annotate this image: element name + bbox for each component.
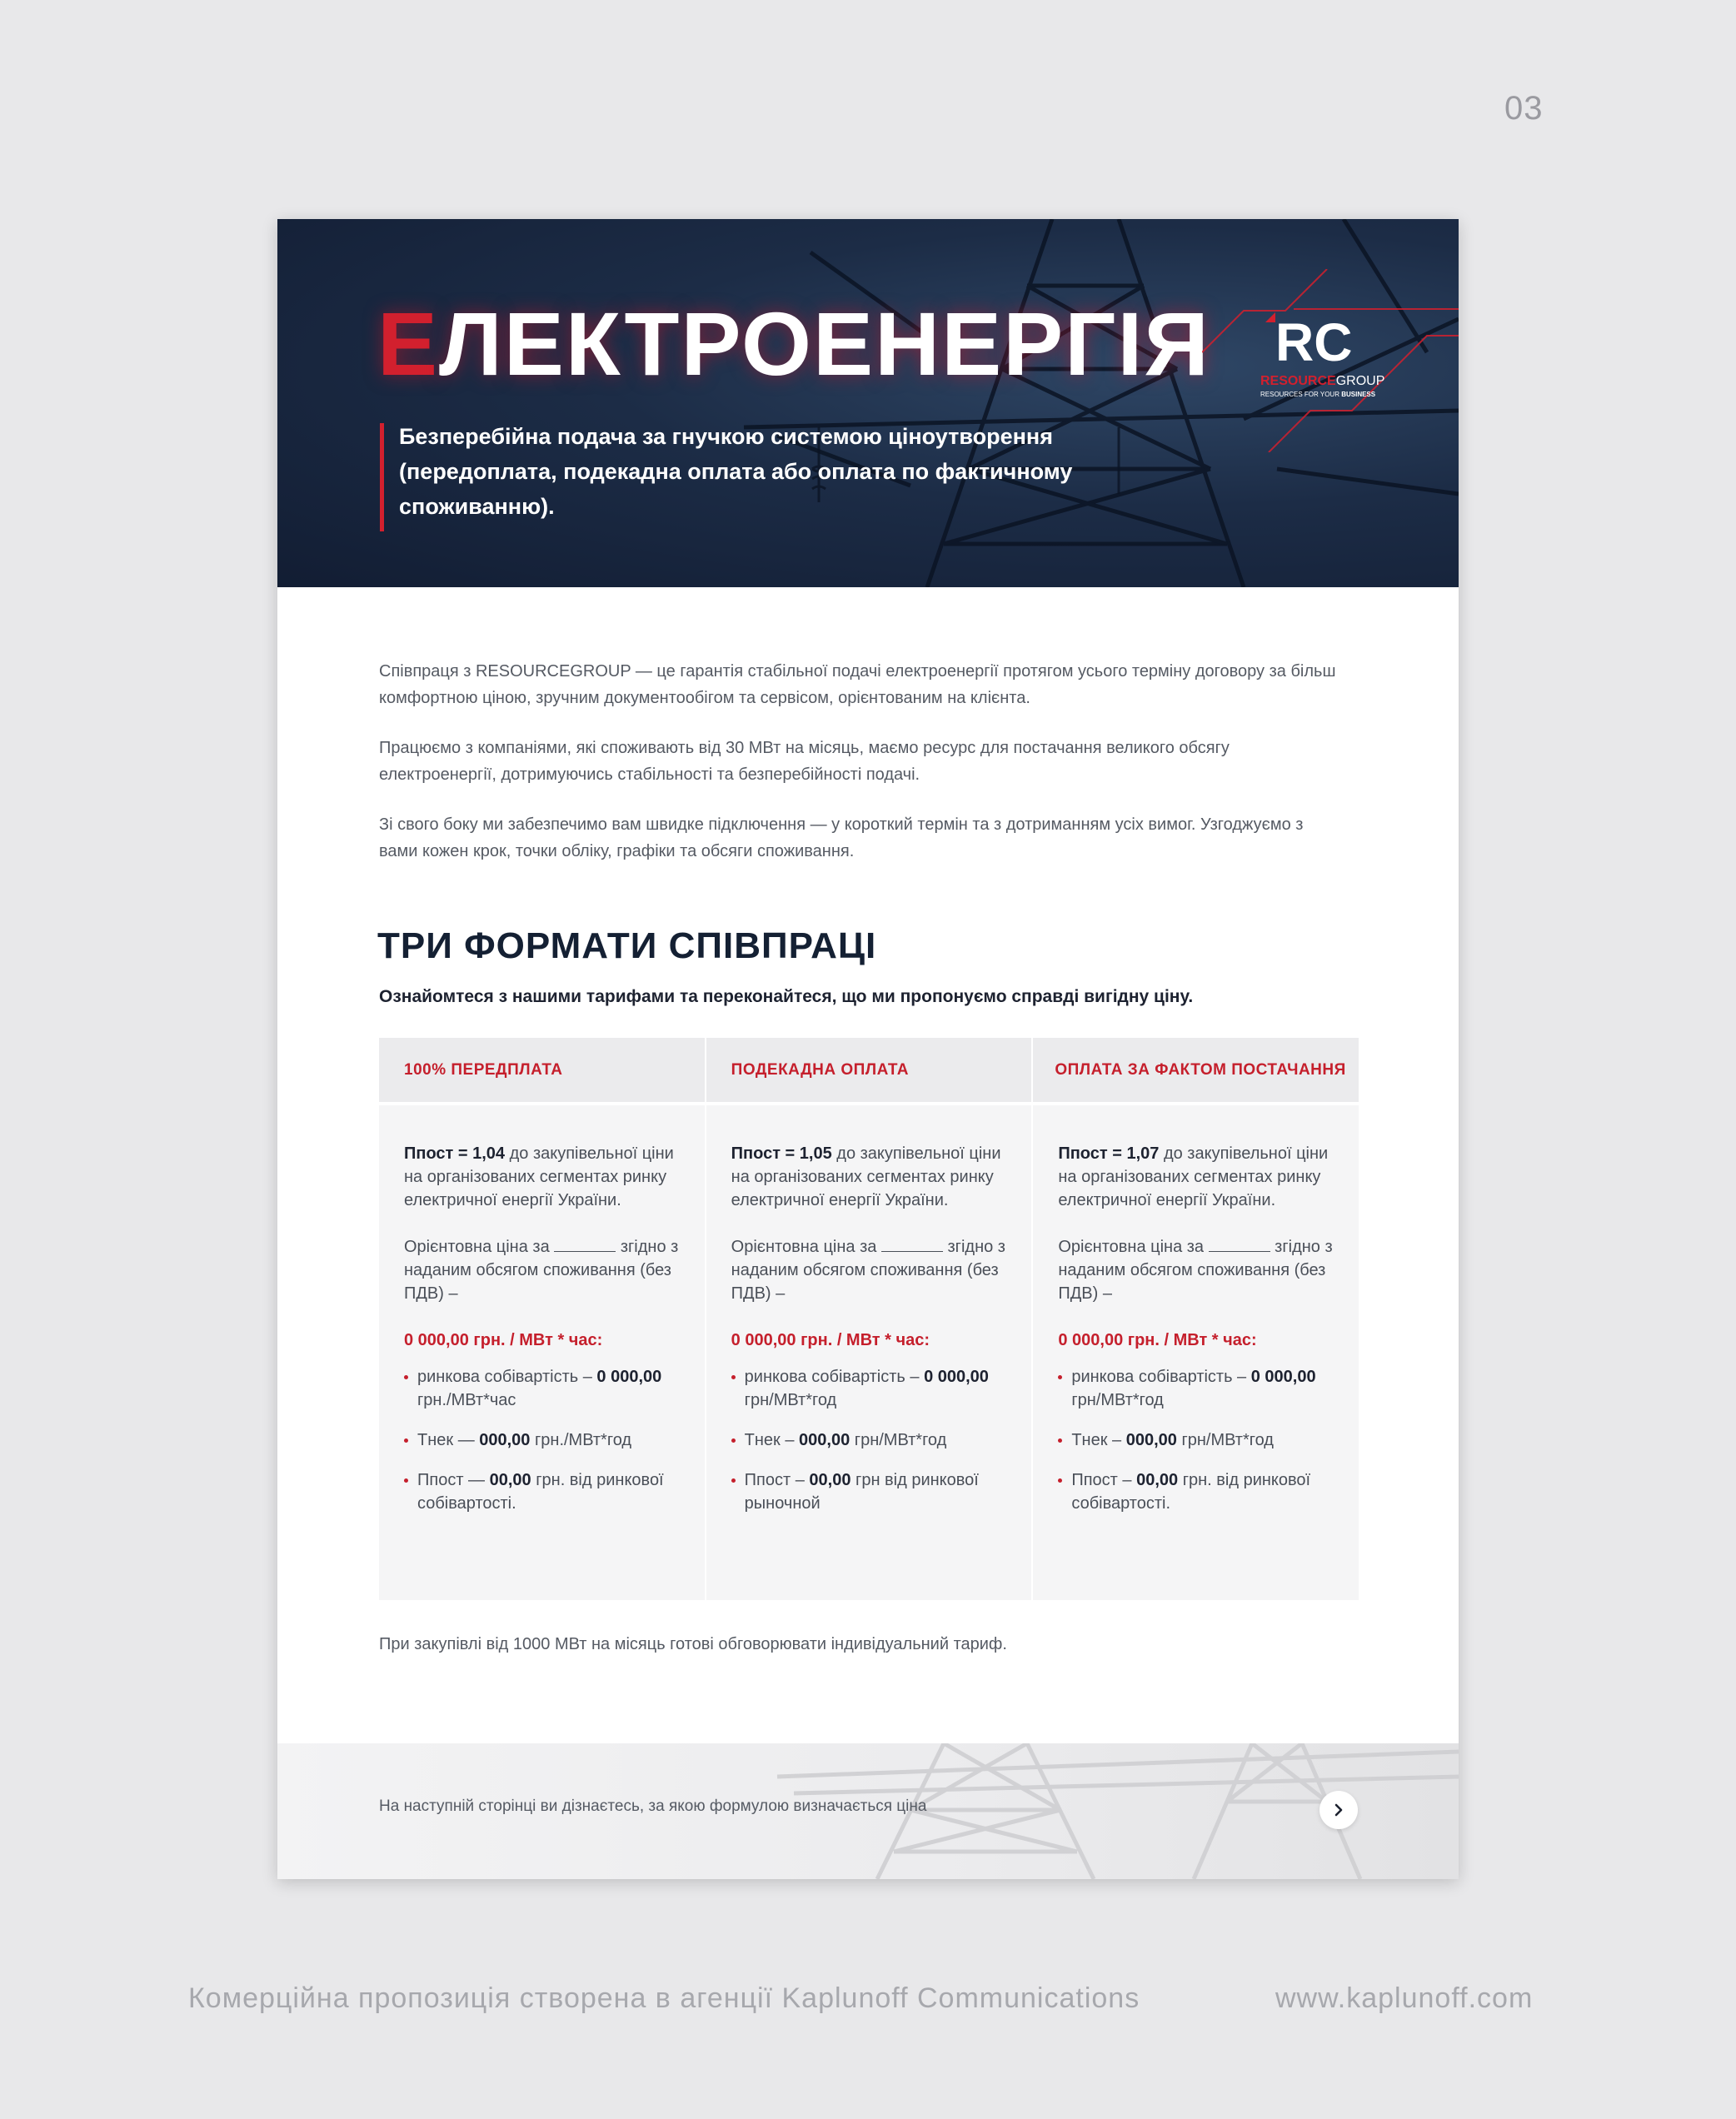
list-item: ринкова собівартість – 0 000,00 грн./МВт*час — [404, 1365, 683, 1412]
plan-column-actual — [1031, 1038, 1359, 1600]
plan-price: 0 000,00 грн. / МВт * час: — [731, 1331, 930, 1349]
blank-field-line — [881, 1236, 943, 1252]
plan-header: ОПЛАТА ЗА ФАКТОМ ПОСТАЧАННЯ — [1033, 1038, 1359, 1102]
plan-formula: Ппост = 1,05 до закупівельної ціни на організованих сегментах ринку електричної енергії України. — [731, 1144, 1001, 1209]
logo-tagline-part2: BUSINESS — [1341, 391, 1376, 398]
blank-field-line — [554, 1236, 616, 1252]
hero-subtitle: Безперебійна подача за гнучкою системою ціноутворення (передоплата, подекадна оплата або оплата по фактичному споживанню). — [399, 424, 1073, 519]
intro-paragraph: Зі свого боку ми забезпечимо вам швидке підключення — у короткий термін та з дотриманням усіх вимог. Узгоджуємо з вами кожен крок, точки обліку, графіки та обсяги споживання. — [379, 815, 1304, 860]
page-number: 03 — [1504, 90, 1544, 127]
plan-breakdown — [731, 1365, 1010, 1515]
list-item: Тнек – 000,00 грн/МВт*год — [1058, 1428, 1337, 1452]
logo-brand-part1: RESOURCE — [1260, 374, 1336, 388]
blank-field-line — [1209, 1236, 1270, 1252]
list-item: ринкова собівартість – 0 000,00 грн/МВт*год — [1058, 1365, 1337, 1412]
list-item: ринкова собівартість – 0 000,00 грн/МВт*год — [731, 1365, 1010, 1412]
intro-text — [379, 658, 1345, 888]
plan-body — [379, 1102, 705, 1600]
plan-estimate: Орієнтовна ціна за згідно з наданим обсягом споживання (без ПДВ) – — [1058, 1238, 1333, 1303]
next-page-strip — [277, 1743, 1459, 1879]
plan-coefficient: Ппост = 1,07 — [1058, 1144, 1160, 1163]
tariff-table — [379, 1038, 1359, 1600]
plan-estimate: Орієнтовна ціна за згідно з наданим обсягом споживання (без ПДВ) – — [731, 1238, 1005, 1303]
individual-tariff-note: При закупівлі від 1000 МВт на місяць готові обговорювати індивідуальний тариф. — [379, 1635, 1007, 1653]
plan-price: 0 000,00 грн. / МВт * час: — [1058, 1331, 1257, 1349]
hero-title-accent-letter: Е — [377, 293, 440, 394]
plan-coefficient: Ппост = 1,05 — [731, 1144, 832, 1163]
agency-website-link[interactable]: www.kaplunoff.com — [1275, 1982, 1534, 2014]
list-item: Ппост – 00,00 грн від ринкової рыночной — [731, 1468, 1010, 1515]
list-item: Тнек – 000,00 грн/МВт*год — [731, 1428, 1010, 1452]
subtitle-accent-bar — [380, 423, 384, 531]
svg-text:RESOURCEGROUP — [1260, 374, 1384, 388]
plan-formula: Ппост = 1,04 до закупівельної ціни на організованих сегментах ринку електричної енергії України. — [404, 1144, 674, 1209]
list-item: Тнек — 000,00 грн./МВт*год — [404, 1428, 683, 1452]
logo-tagline-part1: RESOURCES FOR YOUR — [1260, 391, 1342, 398]
hero-banner — [277, 219, 1459, 587]
hero-title-rest: ЛЕКТРОЕНЕРГІЯ — [439, 293, 1211, 394]
logo-brand-part2: GROUP — [1335, 374, 1385, 388]
section-lead: Ознайомтеся з нашими тарифами та переконайтеся, що ми пропонуємо справді вигідну ціну. — [379, 987, 1194, 1006]
plan-body — [1033, 1102, 1359, 1600]
next-page-hint: На наступній сторінці ви дізнаєтесь, за якою формулою визначається ціна — [379, 1797, 927, 1815]
plan-header: ПОДЕКАДНА ОПЛАТА — [706, 1038, 1032, 1102]
plan-column-decade — [705, 1038, 1032, 1600]
next-page-button[interactable] — [1319, 1791, 1358, 1829]
hero-title — [377, 293, 1211, 394]
plan-formula: Ппост = 1,07 до закупівельної ціни на організованих сегментах ринку електричної енергії України. — [1058, 1144, 1329, 1209]
plan-coefficient: Ппост = 1,04 — [404, 1144, 506, 1163]
agency-credit: Комерційна пропозиція створена в агенції Kaplunoff Communications — [188, 1982, 1140, 2014]
section-title: ТРИ ФОРМАТИ СПІВПРАЦІ — [377, 925, 877, 966]
plan-column-prepayment — [379, 1038, 705, 1600]
chevron-right-icon — [1331, 1802, 1346, 1817]
plan-breakdown — [1058, 1365, 1337, 1515]
plan-breakdown — [404, 1365, 683, 1515]
document-sheet — [277, 219, 1459, 1879]
plan-header: 100% ПЕРЕДПЛАТА — [379, 1038, 705, 1102]
resourcegroup-logo — [1244, 302, 1444, 419]
plan-estimate: Орієнтовна ціна за згідно з наданим обсягом споживання (без ПДВ) – — [404, 1238, 679, 1303]
list-item: Ппост – 00,00 грн. від ринкової собівартості. — [1058, 1468, 1337, 1515]
svg-text:RESOURCES FOR YOUR BUSINESS — [1260, 391, 1376, 398]
intro-paragraph: Співпраця з RESOURCEGROUP — це гарантія стабільної подачі електроенергії протягом усього терміну договору за більш комфортною ціною, зручним документообігом та сервісом, орієнтованим на клієнта. — [379, 662, 1336, 707]
plan-body — [706, 1102, 1032, 1600]
logo-monogram: RC — [1275, 312, 1353, 372]
list-item: Ппост — 00,00 грн. від ринкової собівартості. — [404, 1468, 683, 1515]
plan-price: 0 000,00 грн. / МВт * час: — [404, 1331, 603, 1349]
intro-paragraph: Працюємо з компаніями, які споживають від 30 МВт на місяць, маємо ресурс для постачання великого обсягу електроенергії, дотримуючись стабільності та безперебійності подачі. — [379, 739, 1230, 784]
